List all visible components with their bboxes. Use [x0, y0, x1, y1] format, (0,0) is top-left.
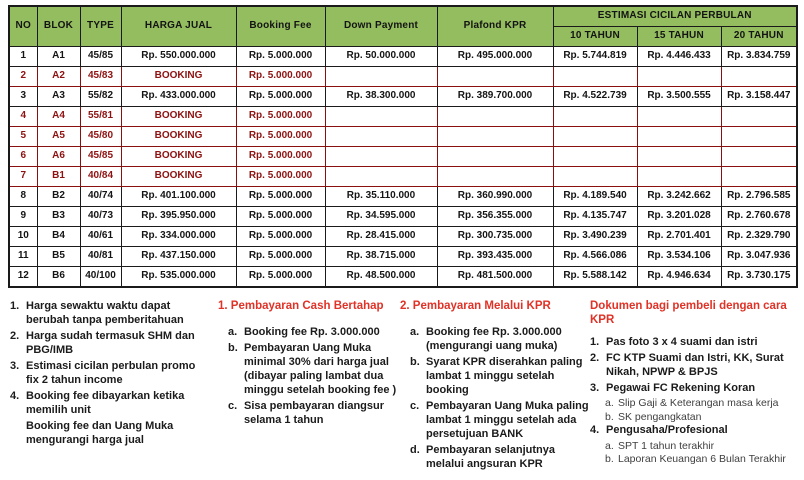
header-harga-jual: HARGA JUAL — [121, 6, 236, 47]
table-row-booked — [9, 147, 797, 167]
cell-t20: Rp. 3.834.759 — [721, 47, 797, 67]
table-row — [9, 47, 797, 67]
list-text: Booking fee Rp. 3.000.000 — [244, 325, 380, 338]
cell-harga: Rp. 334.000.000 — [121, 227, 236, 247]
cell-t15 — [637, 107, 721, 127]
cell-plafond: Rp. 360.990.000 — [437, 187, 553, 207]
list-text: Pembayaran Uang Muka paling lambat 1 minggu setelah ada persetujuan BANK — [426, 399, 589, 440]
cell-plafond: Rp. 389.700.000 — [437, 87, 553, 107]
list-marker: c. — [228, 399, 238, 412]
header-10-tahun: 10 TAHUN — [553, 27, 637, 47]
list-text: Estimasi cicilan perbulan promo fix 2 tahun income — [26, 359, 196, 386]
cell-type: 55/82 — [80, 87, 121, 107]
cell-plafond: Rp. 495.000.000 — [437, 47, 553, 67]
list-item — [10, 390, 208, 418]
cell-no: 12 — [9, 267, 37, 288]
table-header — [9, 6, 797, 47]
cell-type: 40/74 — [80, 187, 121, 207]
list-text: Booking fee Rp. 3.000.000 (mengurangi uang muka) — [426, 325, 562, 352]
cell-t20: Rp. 3.158.447 — [721, 87, 797, 107]
list-text: Pembayaran Uang Muka minimal 30% dari harga jual (dibayar paling lambat dua minggu setelah booking fee ) — [244, 341, 397, 396]
cell-t20 — [721, 147, 797, 167]
list-marker: a. — [410, 325, 420, 338]
cell-harga: BOOKING — [121, 67, 236, 87]
list-text: SK pengangkatan — [618, 410, 702, 423]
list-text: Pembayaran selanjutnya melalui angsuran KPR — [426, 443, 556, 470]
list-item — [410, 400, 592, 442]
cell-t20 — [721, 67, 797, 87]
cell-blok: B5 — [37, 247, 80, 267]
cell-blok: A2 — [37, 67, 80, 87]
list-item — [590, 382, 798, 396]
list-text: Booking fee dibayarkan ketika memilih unit — [26, 389, 185, 416]
cell-harga: BOOKING — [121, 167, 236, 187]
cell-type: 55/81 — [80, 107, 121, 127]
list-marker: d. — [410, 443, 420, 456]
cell-type: 45/80 — [80, 127, 121, 147]
cell-t20: Rp. 3.730.175 — [721, 267, 797, 288]
list-marker: 3. — [590, 381, 600, 394]
notes-list — [10, 300, 208, 448]
cell-type: 40/61 — [80, 227, 121, 247]
cell-dp: Rp. 28.415.000 — [325, 227, 437, 247]
list-item — [410, 444, 592, 472]
list-marker: 2. — [590, 351, 600, 364]
cell-blok: A6 — [37, 147, 80, 167]
cell-fee: Rp. 5.000.000 — [236, 67, 325, 87]
list-item — [228, 400, 398, 428]
list-text: Pengusaha/Profesional — [606, 424, 728, 437]
cell-fee: Rp. 5.000.000 — [236, 107, 325, 127]
cell-t15: Rp. 3.242.662 — [637, 187, 721, 207]
cell-no: 2 — [9, 67, 37, 87]
cell-t15 — [637, 127, 721, 147]
table-row — [9, 207, 797, 227]
cell-t20: Rp. 2.796.585 — [721, 187, 797, 207]
cell-t20: Rp. 2.760.678 — [721, 207, 797, 227]
cell-no: 4 — [9, 107, 37, 127]
list-item — [605, 453, 798, 466]
header-estimasi-cicilan: ESTIMASI CICILAN PERBULAN — [553, 6, 797, 27]
cell-type: 40/100 — [80, 267, 121, 288]
cell-no: 3 — [9, 87, 37, 107]
cell-t10: Rp. 4.189.540 — [553, 187, 637, 207]
table-row-booked — [9, 107, 797, 127]
cell-t10: Rp. 5.588.142 — [553, 267, 637, 288]
cell-fee: Rp. 5.000.000 — [236, 187, 325, 207]
cell-fee: Rp. 5.000.000 — [236, 247, 325, 267]
kpr-payment-list — [400, 326, 592, 472]
kpr-payment-heading: 2. Pembayaran Melalui KPR — [400, 300, 551, 312]
cell-t20: Rp. 2.329.790 — [721, 227, 797, 247]
cell-type: 45/83 — [80, 67, 121, 87]
cell-plafond: Rp. 481.500.000 — [437, 267, 553, 288]
cell-t10: Rp. 4.522.739 — [553, 87, 637, 107]
cell-plafond — [437, 67, 553, 87]
cell-type: 40/73 — [80, 207, 121, 227]
cell-t10 — [553, 67, 637, 87]
cell-dp — [325, 147, 437, 167]
cell-t20 — [721, 127, 797, 147]
cell-dp: Rp. 38.715.000 — [325, 247, 437, 267]
cell-t20: Rp. 3.047.936 — [721, 247, 797, 267]
list-text: Pegawai FC Rekening Koran — [606, 381, 756, 394]
cell-t15: Rp. 3.500.555 — [637, 87, 721, 107]
cell-t15 — [637, 147, 721, 167]
cell-t15 — [637, 67, 721, 87]
list-marker: 2. — [10, 329, 20, 342]
list-marker: b. — [605, 453, 614, 466]
price-table-body — [9, 47, 797, 288]
cell-fee: Rp. 5.000.000 — [236, 127, 325, 147]
cell-type: 45/85 — [80, 47, 121, 67]
table-row — [9, 267, 797, 288]
cell-harga: BOOKING — [121, 107, 236, 127]
cell-harga: Rp. 550.000.000 — [121, 47, 236, 67]
cell-t15: Rp. 3.534.106 — [637, 247, 721, 267]
list-marker: 4. — [590, 424, 600, 437]
cell-no: 6 — [9, 147, 37, 167]
list-item — [590, 336, 798, 350]
cell-t10: Rp. 4.135.747 — [553, 207, 637, 227]
cell-plafond: Rp. 393.435.000 — [437, 247, 553, 267]
list-item — [590, 352, 798, 380]
cell-fee: Rp. 5.000.000 — [236, 167, 325, 187]
list-marker: 1. — [10, 300, 20, 312]
list-item — [605, 411, 798, 424]
table-row — [9, 187, 797, 207]
cell-dp: Rp. 38.300.000 — [325, 87, 437, 107]
header-no: NO — [9, 6, 37, 47]
cell-blok: B4 — [37, 227, 80, 247]
cell-blok: B3 — [37, 207, 80, 227]
cell-harga: BOOKING — [121, 147, 236, 167]
cell-dp — [325, 167, 437, 187]
kpr-documents-heading: Dokumen bagi pembeli dengan cara KPR — [590, 300, 787, 326]
table-row — [9, 87, 797, 107]
cell-fee: Rp. 5.000.000 — [236, 267, 325, 288]
header-15-tahun: 15 TAHUN — [637, 27, 721, 47]
list-marker: a. — [605, 440, 614, 453]
cell-fee: Rp. 5.000.000 — [236, 147, 325, 167]
cell-harga: Rp. 401.100.000 — [121, 187, 236, 207]
cell-harga: Rp. 433.000.000 — [121, 87, 236, 107]
cell-dp: Rp. 50.000.000 — [325, 47, 437, 67]
header-blok: BLOK — [37, 6, 80, 47]
list-text: Sisa pembayaran diangsur selama 1 tahun — [244, 399, 384, 426]
kpr-documents-list — [590, 336, 798, 467]
list-text: Harga sewaktu waktu dapat berubah tanpa pemberitahuan — [26, 300, 184, 326]
cell-fee: Rp. 5.000.000 — [236, 227, 325, 247]
cell-t15: Rp. 2.701.401 — [637, 227, 721, 247]
cell-plafond — [437, 107, 553, 127]
kpr-documents-section — [590, 300, 798, 467]
cell-blok: B1 — [37, 167, 80, 187]
table-row-booked — [9, 167, 797, 187]
cell-blok: B2 — [37, 187, 80, 207]
cell-t10 — [553, 127, 637, 147]
cell-no: 5 — [9, 127, 37, 147]
list-item — [10, 300, 208, 328]
list-text: Slip Gaji & Keterangan masa kerja — [618, 397, 779, 410]
cell-fee: Rp. 5.000.000 — [236, 47, 325, 67]
list-text: Laporan Keuangan 6 Bulan Terakhir — [618, 453, 786, 466]
cell-t10: Rp. 3.490.239 — [553, 227, 637, 247]
list-text: Pas foto 3 x 4 suami dan istri — [606, 335, 758, 348]
list-marker: a. — [605, 397, 614, 410]
list-marker: b. — [410, 355, 420, 368]
cell-t10 — [553, 167, 637, 187]
cash-payment-section — [218, 300, 398, 430]
cash-payment-heading: 1. Pembayaran Cash Bertahap — [218, 300, 384, 312]
list-text: SPT 1 tahun terakhir — [618, 440, 715, 453]
cell-plafond: Rp. 300.735.000 — [437, 227, 553, 247]
list-text: Syarat KPR diserahkan paling lambat 1 minggu setelah booking — [426, 355, 583, 396]
list-marker: 3. — [10, 359, 20, 372]
cell-blok: A4 — [37, 107, 80, 127]
list-item — [10, 420, 208, 448]
cell-dp: Rp. 48.500.000 — [325, 267, 437, 288]
list-marker: 1. — [590, 335, 600, 348]
header-type: TYPE — [80, 6, 121, 47]
header-20-tahun: 20 TAHUN — [721, 27, 797, 47]
list-item — [590, 424, 798, 438]
cell-fee: Rp. 5.000.000 — [236, 207, 325, 227]
list-marker: b. — [605, 410, 614, 423]
cell-plafond — [437, 167, 553, 187]
cell-no: 11 — [9, 247, 37, 267]
list-item — [228, 326, 398, 340]
list-text: Booking fee dan Uang Muka mengurangi harga jual — [26, 419, 174, 446]
sub-list — [590, 440, 798, 467]
list-item — [10, 360, 208, 388]
cell-t15: Rp. 3.201.028 — [637, 207, 721, 227]
list-item — [10, 330, 208, 358]
cell-harga: Rp. 395.950.000 — [121, 207, 236, 227]
cell-type: 40/81 — [80, 247, 121, 267]
price-table — [8, 5, 798, 288]
cell-t10 — [553, 107, 637, 127]
list-item — [228, 342, 398, 398]
table-row — [9, 227, 797, 247]
list-marker: b. — [228, 341, 238, 354]
cell-t15: Rp. 4.946.634 — [637, 267, 721, 288]
list-text: FC KTP Suami dan Istri, KK, Surat Nikah, NPWP & BPJS — [606, 351, 784, 378]
cell-plafond — [437, 147, 553, 167]
list-text: Harga sudah termasuk SHM dan PBG/IMB — [26, 329, 195, 356]
cash-payment-list — [218, 326, 398, 428]
cell-no: 7 — [9, 167, 37, 187]
general-notes — [10, 300, 208, 450]
table-row-booked — [9, 127, 797, 147]
list-marker — [10, 420, 26, 448]
cell-harga: Rp. 535.000.000 — [121, 267, 236, 288]
list-marker: c. — [410, 399, 420, 412]
cell-no: 9 — [9, 207, 37, 227]
cell-t15: Rp. 4.446.433 — [637, 47, 721, 67]
cell-t10 — [553, 147, 637, 167]
cell-plafond — [437, 127, 553, 147]
list-item — [410, 326, 592, 354]
cell-blok: A5 — [37, 127, 80, 147]
header-plafond-kpr: Plafond KPR — [437, 6, 553, 47]
cell-type: 45/85 — [80, 147, 121, 167]
cell-dp — [325, 67, 437, 87]
cell-no: 10 — [9, 227, 37, 247]
cell-dp: Rp. 35.110.000 — [325, 187, 437, 207]
table-row-booked — [9, 67, 797, 87]
cell-t20 — [721, 107, 797, 127]
cell-no: 1 — [9, 47, 37, 67]
header-down-payment: Down Payment — [325, 6, 437, 47]
list-item — [605, 440, 798, 453]
cell-t15 — [637, 167, 721, 187]
cell-blok: A3 — [37, 87, 80, 107]
cell-t10: Rp. 4.566.086 — [553, 247, 637, 267]
cell-blok: B6 — [37, 267, 80, 288]
kpr-payment-section — [400, 300, 592, 473]
cell-fee: Rp. 5.000.000 — [236, 87, 325, 107]
header-booking-fee: Booking Fee — [236, 6, 325, 47]
cell-no: 8 — [9, 187, 37, 207]
cell-dp — [325, 127, 437, 147]
list-item — [605, 397, 798, 410]
list-marker: 4. — [10, 389, 20, 402]
cell-dp — [325, 107, 437, 127]
cell-type: 40/84 — [80, 167, 121, 187]
cell-harga: Rp. 437.150.000 — [121, 247, 236, 267]
sub-list — [590, 397, 798, 424]
list-marker: a. — [228, 325, 238, 338]
cell-dp: Rp. 34.595.000 — [325, 207, 437, 227]
cell-harga: BOOKING — [121, 127, 236, 147]
cell-blok: A1 — [37, 47, 80, 67]
list-item — [410, 356, 592, 398]
cell-t20 — [721, 167, 797, 187]
table-row — [9, 247, 797, 267]
cell-t10: Rp. 5.744.819 — [553, 47, 637, 67]
cell-plafond: Rp. 356.355.000 — [437, 207, 553, 227]
